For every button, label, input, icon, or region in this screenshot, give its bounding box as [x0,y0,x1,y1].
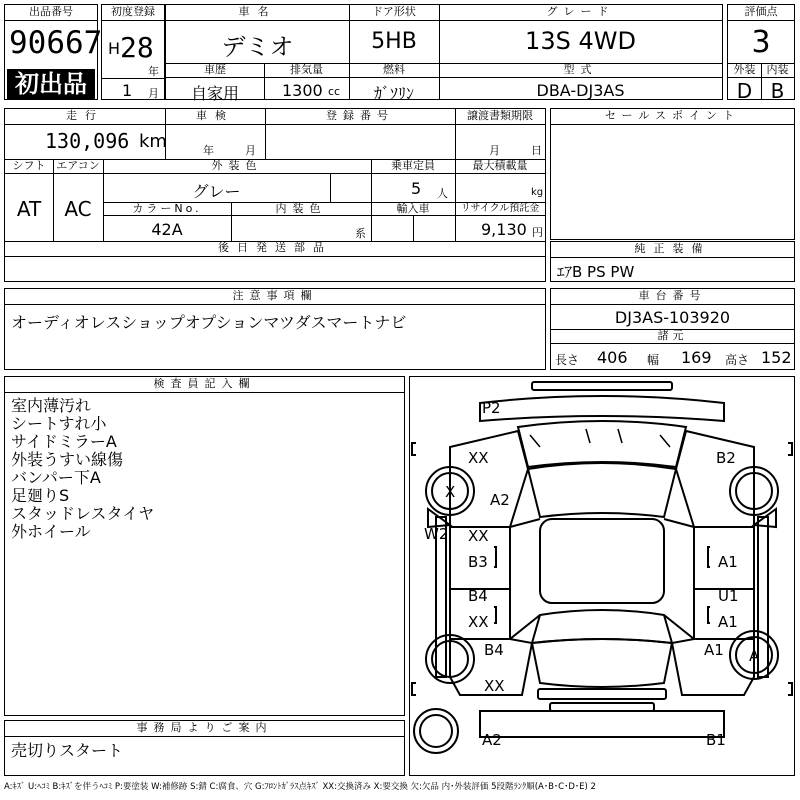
mark-a1-r2: A1 [718,613,738,631]
car-diagram [409,376,795,776]
mark-x-tire: X [445,483,456,501]
ac: AC [64,197,92,221]
transfer-label: 譲渡書類期限 [455,109,545,125]
mark-b4-rl: B4 [484,641,504,659]
recycle-fee: 9,130 [481,220,527,239]
inspector-note: 外装うすい線傷 [11,450,124,469]
inspector-label: 検査員記入欄 [5,377,404,393]
mark-b1: B1 [706,731,726,749]
chassis-number: DJ3AS-103920 [614,308,731,327]
mark-a2-fl: A2 [490,491,510,509]
recycle-label: リサイクル預託金 [455,202,545,216]
load-label: 最大積載量 [455,159,545,174]
mark-a1-rr: A1 [704,641,724,659]
inspection-month-unit: 月 [245,144,256,157]
capacity-label: 乗車定員 [371,159,455,174]
inspector-note: 外ホイール [11,522,91,541]
inspector-note: バンパー下A [11,468,101,487]
notes-block [4,288,546,370]
lot-number: 90667 [9,25,103,61]
reg-no-label: 登録番号 [265,109,455,125]
lot-number-label: 出品番号 [5,5,97,21]
inspector-notes [11,397,154,541]
mark-b2: B2 [716,449,736,467]
width-label: 幅 [647,353,660,367]
mark-b3: B3 [468,553,488,571]
score: 3 [751,25,771,60]
interior-label: 内装 [761,63,794,78]
notes-label: 注意事項欄 [5,289,545,305]
ext-color: グレー [192,182,241,201]
genuine-equipment-block [550,241,795,282]
transfer-month-unit: 月 [489,144,500,157]
import-label: 輸入車 [371,202,455,216]
mark-a1-r1: A1 [718,553,738,571]
first-listing-badge: 初出品 [7,69,95,99]
recycle-unit: 円 [532,226,543,239]
genuine-label: 純正装備 [551,242,794,258]
displacement-label: 排気量 [264,63,349,78]
inspector-note: 室内薄汚れ [11,396,92,415]
mileage: 130,096 [45,129,130,153]
mark-w2: W2 [424,525,449,543]
registration-year: 28 [120,31,154,64]
mark-xx-l1: XX [468,527,489,545]
transfer-day-unit: 日 [531,144,542,157]
shift-label: シフト [5,159,53,174]
mark-u1: U1 [718,587,739,605]
exterior-label: 外装 [728,63,761,78]
year-unit: 年 [148,65,159,78]
door-label: ドア形状 [349,5,439,21]
car-name: デミオ [221,33,294,61]
height-label: 高さ [725,353,750,367]
height: 152 [761,348,792,367]
model-label: 型式 [439,63,722,78]
inspector-note: 足廻りS [11,486,70,505]
length-label: 長さ [555,353,580,367]
mark-b4-l: B4 [468,587,488,605]
car-info-block [165,4,723,103]
model: DBA-DJ3AS [536,81,625,100]
later-parts-label: 後日発送部品 [5,241,545,257]
registration-month: 1 [122,81,133,100]
lot-number-cell [4,4,103,100]
genuine-equipment: ｴｱB PS PW [557,263,635,281]
history-label: 車歴 [166,63,264,78]
office-label: 事務局よりご案内 [5,721,404,737]
mark-a-tire: A [749,647,760,665]
notes-text: オーディオレスショップオプションマツダスマートナビ [11,313,407,332]
fuel: ｶﾞｿﾘﾝ [373,84,414,103]
score-label: 評価点 [728,5,794,21]
legend-text: A:ｷｽﾞ U:ﾍｺﾐ B:ｷｽﾞを伴うﾍｺﾐ P:要塗装 W:補修跡 S:錆 C:腐食、穴 G:ﾌﾛﾝﾄｶﾞﾗｽ点ｷｽﾞ XX:交換済み X:要交換 欠:欠品 内･外装評価 5段階ﾗﾝｸ順(A･B･C･D･E) 2 [4,782,596,792]
fuel-label: 燃料 [349,63,439,78]
int-color-unit: 系 [355,227,366,240]
width: 169 [681,348,712,367]
exterior-score: D [736,79,753,103]
office-block [4,720,405,776]
mileage-unit: km [139,131,167,152]
displacement: 1300 [282,81,323,100]
dims-label: 諸元 [551,329,794,344]
history: 自家用 [190,84,239,103]
door-type: 5HB [371,29,417,54]
mark-xx-l2: XX [468,613,489,631]
month-unit: 月 [148,87,159,100]
sales-point-block [550,108,795,240]
chassis-block [550,288,795,370]
car-diagram-drawing [410,377,794,775]
mark-xx-r: XX [484,677,505,695]
displacement-unit: cc [328,85,341,98]
int-color-label: 内装色 [231,202,371,216]
ext-color-label: 外装色 [103,159,371,174]
color-no: 42A [151,220,183,239]
inspection-label: 車検 [165,109,265,125]
vehicle-details-block [4,108,546,282]
sales-point-label: セールスポイント [551,109,794,125]
inspection-year-unit: 年 [203,144,214,157]
color-no-label: カラーNo. [103,202,231,216]
first-registration-cell [101,4,165,100]
mark-p2: P2 [482,399,501,417]
grade: 13S 4WD [525,27,636,55]
load-unit: kg [531,187,544,198]
capacity: 5 [411,179,422,198]
inspector-note: シートすれ小 [11,414,107,433]
chassis-label: 車台番号 [551,289,794,305]
interior-score: B [770,79,785,103]
ac-label: エアコン [53,159,103,174]
grade-label: グレード [439,5,722,21]
mark-a2-bottom: A2 [482,731,502,749]
car-name-label: 車名 [166,5,349,21]
capacity-unit: 人 [437,187,448,200]
inspector-note: スタッドレスタイヤ [11,504,155,523]
score-cell [727,4,795,103]
inspector-block [4,376,405,716]
mark-xx-fl: XX [468,449,489,467]
mileage-label: 走行 [5,109,165,125]
office-text: 売切りスタート [11,741,124,760]
era: H [108,39,121,58]
first-registration-label: 初度登録 [102,5,164,21]
inspector-note: サイドミラーA [11,432,117,451]
shift: AT [16,197,42,221]
length: 406 [597,348,628,367]
